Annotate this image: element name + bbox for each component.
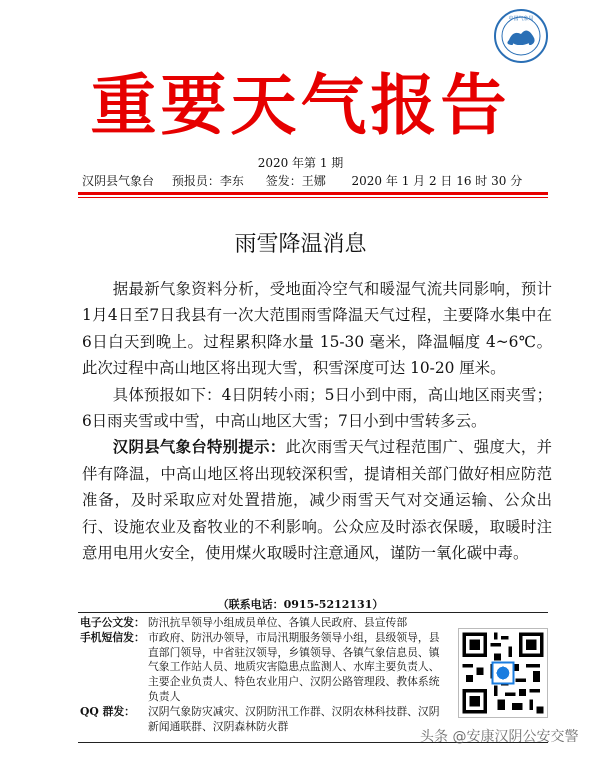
contact-phone: （联系电话：0915-5212131） [217,598,384,611]
distribution-recipients: 市政府、防汛办领导，市局汛期服务领导小组，县级领导，县直部门领导，中省驻汉领导，乡镇领导、各镇气象信息员、镇气象工作站人员、地质灾害隐患点监测人、水库主要负责人、主要企业负责人、特色农业用户、汉阴公路管理段、教体系统负责人 [148,630,440,703]
special-notice-body: 此次雨雪天气过程范围广、强度大，并伴有降温，中高山地区将出现较深积雪，提请相关部门做好相应防范准备，及时采取应对处置措施，减少雨雪天气对交通运输、公众出行、设施农业及畜牧业的不利影响。公众应及时添衣保暖，取暖时注意用电用火安全，使用煤火取暖时注意通风，谨防一氧化碳中毒。 [82,438,552,563]
distribution-row [80,631,450,705]
article-body [82,276,552,566]
header-divider-thick [78,192,548,195]
distribution-label: QQ 群发： [80,704,135,718]
svg-text:中国气象局: 中国气象局 [508,16,534,22]
report-meta [82,174,522,188]
forecaster: 预报员：李东 [171,174,244,188]
report-title: 重要天气报告 [90,67,511,144]
distribution-row [80,705,450,735]
distribution-row [80,616,450,631]
paragraph-special-notice [82,434,552,566]
paragraph-overview: 据最新气象资料分析，受地面冷空气和暖湿气流共同影响，预计 1月4日至7日我县有一次大范围雨雪降温天气过程，主要降水集中在6日白天到晚上。过程累积降水量 15-30 毫米，降温幅度 4~6℃。此次过程中高山地区将出现大雪，积雪深度可达 10-20 厘米。 [82,280,552,378]
source-watermark: 头条 @安康汉阴公安交警 [420,729,579,745]
header-divider-thin [78,197,548,198]
distribution-recipients: 汉阴气象防灾减灾、汉阴防汛工作群、汉阴农林科技群、汉阴新闻通联群、汉阴森林防火群 [148,704,440,733]
paragraph-forecast: 具体预报如下：4日阴转小雨；5日小到中雨，高山地区雨夹雪；6日雨夹雪或中雪，中高山地区大雪；7日小到中雪转多云。 [82,385,552,431]
distribution-recipients: 防汛抗旱领导小组成员单位、各镇人民政府、县宣传部 [148,616,408,629]
issue-datetime: 2020 年 1 月 2 日 16 时 30 分 [351,174,523,188]
special-notice-lead: 汉阴县气象台特别提示： [112,438,286,457]
cma-logo-icon [493,8,549,64]
distribution-list [80,616,450,734]
article-subtitle: 雨雪降温消息 [234,232,367,257]
station-name: 汉阴县气象台 [82,174,155,188]
issue-number: 2020 年第 1 期 [257,156,344,170]
distribution-label: 手机短信发： [80,630,145,644]
signer: 签发：王娜 [265,174,326,188]
distribution-label: 电子公文发： [80,616,145,629]
footer-divider-top [78,612,548,613]
qr-code-icon[interactable] [458,628,548,718]
